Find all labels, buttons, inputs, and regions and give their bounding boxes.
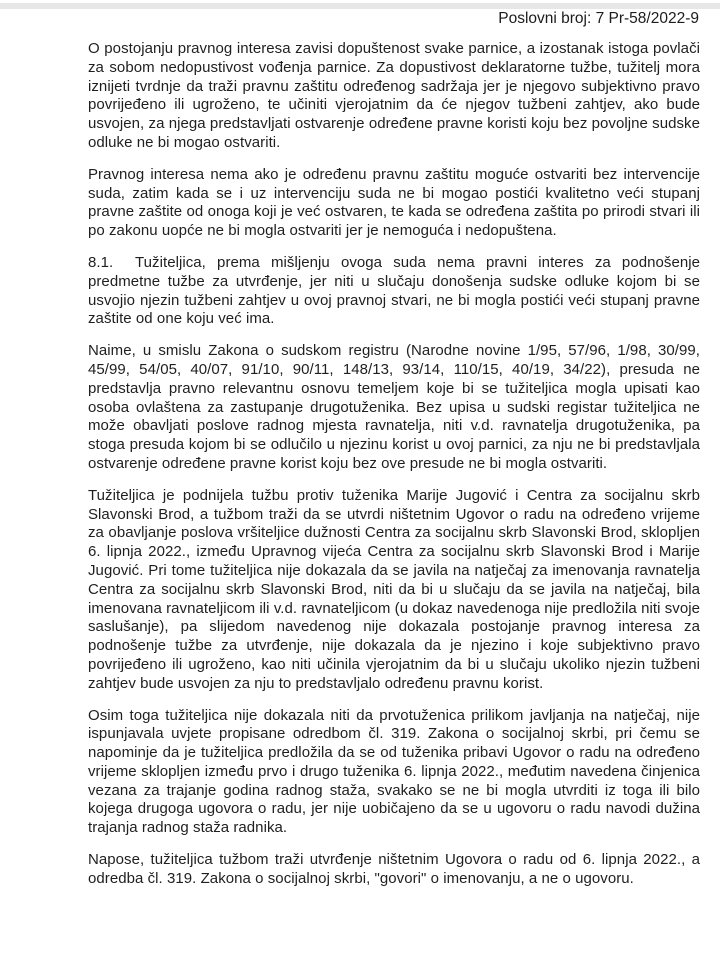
document-body xyxy=(88,40,700,902)
case-number: Poslovni broj: 7 Pr-58/2022-9 xyxy=(498,10,699,27)
paragraph-conclusion: Napose, tužiteljica tužbom traži utvrđenje ništetnim Ugovora o radu od 6. lipnja 2022., a odredba čl. 319. Zakona o socijalnoj skrbi, "govori" o imenovanju, a ne o ugovoru. xyxy=(88,851,700,887)
paragraph-lawsuit-description: Tužiteljica je podnijela tužbu protiv tuženika Marije Jugović i Centra za socijalnu skrb Slavonski Brod, a tužbom traži da se utvrdi ništetnim Ugovor o radu na određeno vrijeme za obavljanje poslova vršiteljice dužnosti Centra za socijalnu skrb Slavonski Brod, sklopljen 6. lipnja 2022., između Upravnog vijeća Centra za socijalnu skrb Slavonski Brod i Marije Jugović. Pri tome tužiteljica nije dokazala da se javila na natječaj za imenovanja ravnatelja Centra za socijalnu skrb Slavonski Brod, niti da bi u slučaju da se javila na natječaj, bila imenovana ravnateljicom ili v.d. ravnateljicom (u dokaz navedenoga nije predložila niti svoje saslušanje), pa slijedom navedenog nije dokazala postojanje pravnog interesa za podnošenje tužbe za utvrđenje, nije dokazala da je njezino i koje subjektivno pravo povrijeđeno ili ugroženo, kao niti učinila vjerojatnim da bi u slučaju ukoliko njezin tužbeni zahtjev bude usvojen za nju to predstavljalo određenu pravnu korist. xyxy=(88,486,700,692)
paragraph-court-registry-act: Naime, u smislu Zakona o sudskom registru (Narodne novine 1/95, 57/96, 1/98, 30/99, 45/99, 54/05, 40/07, 91/10, 90/11, 148/13, 93/14, 110/15, 40/19, 34/22), presuda ne predstavlja pravno relevantnu osnovu temeljem koje bi se tužiteljica mogla upisati kao osoba ovlaštena za zastupanje drugotuženika. Bez upisa u sudski registar tužiteljica ne može obavljati poslove radnog mjesta ravnatelja, niti v.d. ravnatelja drugotuženika, pa stoga presuda kojom bi se odlučilo u njezinu korist u ovoj parnici, za nju ne bi predstavljala ostvarenje određene pravne korist koju bez ove presude ne bi mogla ostvariti. xyxy=(88,342,700,472)
paragraph-legal-interest-admissibility: O postojanju pravnog interesa zavisi dopuštenost svake parnice, a izostanak istoga povlači za sobom nedopustivost vođenja parnice. Za dopustivost deklaratorne tužbe, tužitelj mora iznijeti tvrdnje da traži pravnu zaštitu određenog sadržaja jer je njegovo subjektivno pravo povrijeđeno ili ugroženo, te učiniti vjerojatnim da će njegov tužbeni zahtjev, ako bude usvojen, za njega predstavljati ostvarenje određene pravne koristi koju bez povoljne sudske odluke ne bi mogao ostvariti. xyxy=(88,40,700,151)
section-number: 8.1. xyxy=(88,253,114,271)
paragraph-8-1-court-opinion xyxy=(88,254,700,329)
paragraph-no-legal-interest-conditions: Pravnog interesa nema ako je određenu pravnu zaštitu moguće ostvariti bez intervencije suda, zatim kada se i uz intervenciju suda ne bi mogao postići kvalitetno veći stupanj pravne zaštite od onoga koji je već ostvaren, te kada se određena zaštita po prirodi stvari ili po zakonu uopće ne bi mogla ostvariti jer je nemoguća i nedopuštena. xyxy=(88,165,700,240)
paragraph-additional-findings: Osim toga tužiteljica nije dokazala niti da prvotuženica prilikom javljanja na natječaj, nije ispunjavala uvjete propisane odredbom čl. 319. Zakona o socijalnoj skrbi, pri čemu se napominje da je tužiteljica predložila da se od tuženika pribavi Ugovor o radu na određeno vrijeme sklopljen između prvo i drugo tuženika 6. lipnja 2022., međutim navedena činjenica vezana za trajanje godina radnog staža, svakako se ne bi mogla utvrditi iz toga ili bilo kojega drugoga ugovora o radu, jer nije uobičajeno da se u ugovoru o radu navodi dužina trajanja radnog staža radnika. xyxy=(88,706,700,837)
section-text: Tužiteljica, prema mišljenju ovoga suda nema pravni interes za podnošenje predmetne tužbe za utvrđenje, jer niti u slučaju donošenja sudske odluke kojom bi se usvojio njezin tužbeni zahtjev u ovoj pravnoj stvari, ne bi mogla postići veći stupanj pravne zaštite od one koju već ima. xyxy=(88,253,700,328)
